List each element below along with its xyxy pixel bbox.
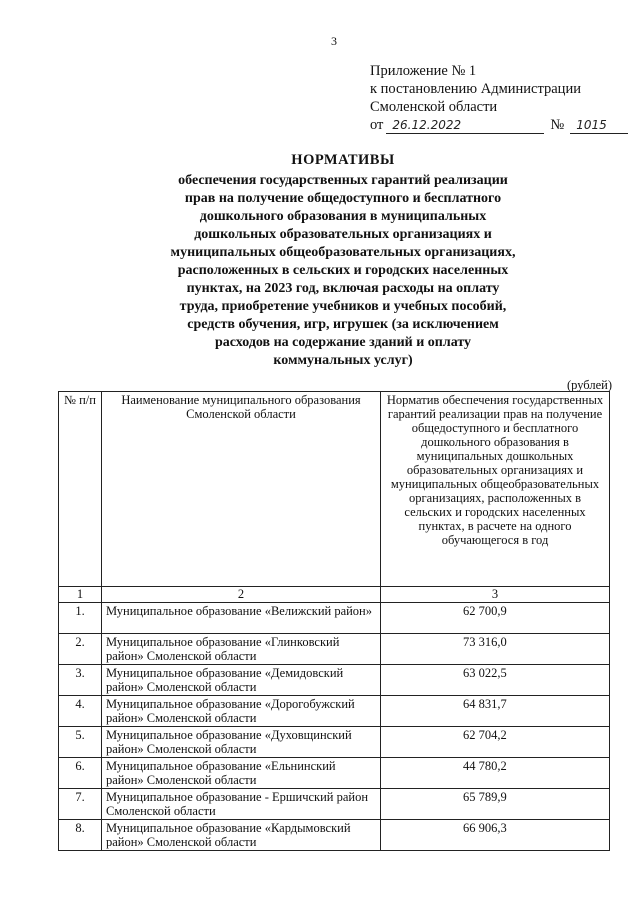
row-value: 65 789,9 bbox=[381, 789, 610, 820]
header-name: Наименование муниципального образования Смоленской области bbox=[102, 392, 381, 587]
table-row bbox=[59, 789, 610, 820]
column-number-row bbox=[59, 587, 610, 603]
row-number: 1. bbox=[59, 603, 102, 634]
row-number: 2. bbox=[59, 634, 102, 665]
row-value: 62 700,9 bbox=[381, 603, 610, 634]
row-value: 64 831,7 bbox=[381, 696, 610, 727]
table-row bbox=[59, 696, 610, 727]
column-number: 3 bbox=[381, 587, 610, 603]
appendix-block bbox=[370, 62, 628, 134]
page-number: 3 bbox=[331, 34, 337, 48]
row-name: Муниципальное образование «Кардымовский район» Смоленской области bbox=[102, 820, 381, 851]
header-number: № п/п bbox=[59, 392, 102, 587]
row-value: 73 316,0 bbox=[381, 634, 610, 665]
row-name: Муниципальное образование «Демидовский район» Смоленской области bbox=[102, 665, 381, 696]
table-row bbox=[59, 758, 610, 789]
row-number: 4. bbox=[59, 696, 102, 727]
number-prefix: № bbox=[550, 117, 565, 133]
appendix-date-line bbox=[370, 116, 628, 134]
row-name: Муниципальное образование «Велижский район» bbox=[102, 603, 381, 634]
row-number: 5. bbox=[59, 727, 102, 758]
handwritten-date: 26.12.2022 bbox=[386, 117, 544, 134]
appendix-line-3: Смоленской области bbox=[370, 99, 498, 115]
row-name: Муниципальное образование «Духовщинский район» Смоленской области bbox=[102, 727, 381, 758]
document-subtitle: обеспечения государственных гарантий реализации прав на получение общедоступного и бесплатного дошкольного образования в муниципальных дошкольных образовательных организациях и муниципальных общеобразовательных организациях, расположенных в сельских и городских населенных пунктах, на 2023 год, включая расходы на оплату труда, приобретение учебников и учебных пособий, средств обучения, игр, игрушек (за исключением расходов на содержание зданий и оплату коммунальных услуг) bbox=[170, 173, 516, 368]
row-value: 63 022,5 bbox=[381, 665, 610, 696]
norms-table bbox=[58, 391, 610, 851]
row-number: 6. bbox=[59, 758, 102, 789]
table-row bbox=[59, 603, 610, 634]
row-number: 7. bbox=[59, 789, 102, 820]
row-value: 62 704,2 bbox=[381, 727, 610, 758]
document-title: НОРМАТИВЫ bbox=[291, 152, 395, 168]
row-name: Муниципальное образование «Глинковский район» Смоленской области bbox=[102, 634, 381, 665]
row-name: Муниципальное образование «Дорогобужский район» Смоленской области bbox=[102, 696, 381, 727]
date-prefix: от bbox=[370, 117, 384, 133]
table-header-row bbox=[59, 392, 610, 587]
table-row bbox=[59, 820, 610, 851]
column-number: 2 bbox=[102, 587, 381, 603]
handwritten-number: 1015 bbox=[570, 117, 628, 134]
row-value: 66 906,3 bbox=[381, 820, 610, 851]
header-norm: Норматив обеспечения государственных гарантий реализации прав на получение общедоступного и бесплатного дошкольного образования в муниципальных дошкольных образовательных организациях и муниципальных общеобразовательных организациях, расположенных в сельских и городских населенных пунктах, в расчете на одного обучающегося в год bbox=[381, 392, 610, 587]
table-row bbox=[59, 665, 610, 696]
row-name: Муниципальное образование «Ельнинский район» Смоленской области bbox=[102, 758, 381, 789]
row-name: Муниципальное образование - Ершичский район Смоленской области bbox=[102, 789, 381, 820]
currency-note: (рублей) bbox=[566, 378, 612, 392]
table-row bbox=[59, 634, 610, 665]
appendix-line-1: Приложение № 1 bbox=[370, 63, 477, 79]
row-value: 44 780,2 bbox=[381, 758, 610, 789]
row-number: 8. bbox=[59, 820, 102, 851]
row-number: 3. bbox=[59, 665, 102, 696]
table-row bbox=[59, 727, 610, 758]
appendix-line-2: к постановлению Администрации bbox=[370, 81, 581, 97]
column-number: 1 bbox=[59, 587, 102, 603]
